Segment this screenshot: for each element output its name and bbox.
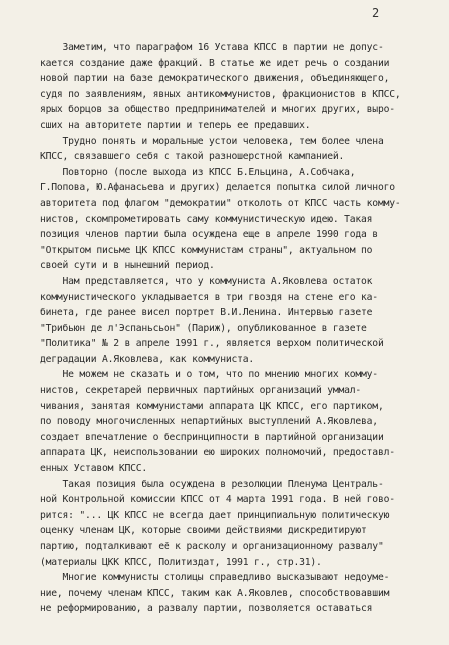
text-line: енных Уставом КПСС. <box>40 463 148 475</box>
text-line: авторитета под флагом "демократии" отколоть от КПСС часть комму- <box>40 197 401 209</box>
text-line: не реформированию, а развалу партии, позволяется оставаться <box>40 603 373 615</box>
text-line: позиция членов партии была осуждена еще в апреле 1990 года в <box>40 229 378 241</box>
text-line: оценку членам ЦК, которые своими действиями дискредитируют <box>40 525 367 537</box>
page-number: 2 <box>372 6 380 20</box>
text-line: нистов, скомпрометировать саму коммунистическую идею. Такая <box>40 213 373 225</box>
text-line: нистов, секретарей первичных партийных организаций уммал- <box>40 385 362 397</box>
text-line: по поводу многочисленных непартийных выступлений А.Яковлева, <box>40 416 378 428</box>
text-line: Не можем не сказать и о том, что по мнению многих комму- <box>40 369 378 381</box>
text-line: Нам представляется, что у коммуниста А.Яковлева остаток <box>40 275 373 287</box>
text-line: партию, подталкивают её к расколу и организационному развалу" <box>40 541 384 552</box>
text-line: Такая позиция была осуждена в резолюции Пленума Централь- <box>40 478 384 490</box>
text-line: Трудно понять и моральные устои человека, тем более члена <box>40 135 384 147</box>
text-line: своей сути и в нынешний период. <box>40 260 215 272</box>
text-line: бинета, где ранее висел портрет В.И.Ленина. Интервью газете <box>40 307 373 319</box>
text-line: Г.Попова, Ю.Афанасьева и других) делается попытка силой личного <box>40 182 395 194</box>
text-line: (материалы ЦКК КПСС, Политиздат, 1991 г., стр.31). <box>40 556 322 568</box>
text-line: Многие коммунисты столицы справедливо высказывают недоуме- <box>40 572 390 584</box>
text-line: "Трибьюн де л'Эспаньсьон" (Париж), опубликованное в газете <box>40 322 367 334</box>
text-line: новой партии на базе демократического движения, объединяющего, <box>40 73 390 85</box>
text-line: сших на авторитете партии и теперь ее предавших. <box>40 119 311 131</box>
text-line: чивания, занятая коммунистами аппарата ЦК КПСС, его партиком, <box>40 400 384 412</box>
text-line: КПСС, связавшего себя с такой разношерстной кампанией. <box>40 151 345 163</box>
text-line: "Открытом письме ЦК КПСС коммунистам страны", актуальном по <box>40 244 373 256</box>
text-line: кается создание даже фракций. В статье же идет речь о создании <box>40 57 390 69</box>
text-line: ние, почему членам КПСС, таким как А.Яковлев, способствовавшим <box>40 587 390 599</box>
text-line: ярых борцов за общество предпринимателей и многих других, выро- <box>40 104 395 116</box>
text-line: рится: "... ЦК КПСС не всегда дает принципиальную политическую <box>40 509 390 521</box>
text-line: судя по заявлениям, явных антикоммунистов, фракционистов в КПСС, <box>40 88 401 100</box>
text-line: аппарата ЦК, неиспользовании ею широких полномочий, предоставл- <box>40 447 395 459</box>
text-line: ной Контрольной комиссии КПСС от 4 марта 1991 года. В ней гово- <box>40 494 395 506</box>
text-line: создает впечатление о беспринципности в партийной организации <box>40 431 384 443</box>
text-line: "Политика" № 2 в апреле 1991 г., является верхом политической <box>40 338 384 350</box>
text-line: коммунистического укладывается в три гвоздя на стене его ка- <box>40 291 378 303</box>
text-line: Заметим, что параграфом 16 Устава КПСС в партии не допус- <box>40 42 384 53</box>
text-line: деградации А.Яковлева, как коммуниста. <box>40 353 255 365</box>
text-line: Повторно (после выхода из КПСС Б.Ельцина, А.Собчака, <box>40 166 356 178</box>
body-text <box>40 40 440 617</box>
